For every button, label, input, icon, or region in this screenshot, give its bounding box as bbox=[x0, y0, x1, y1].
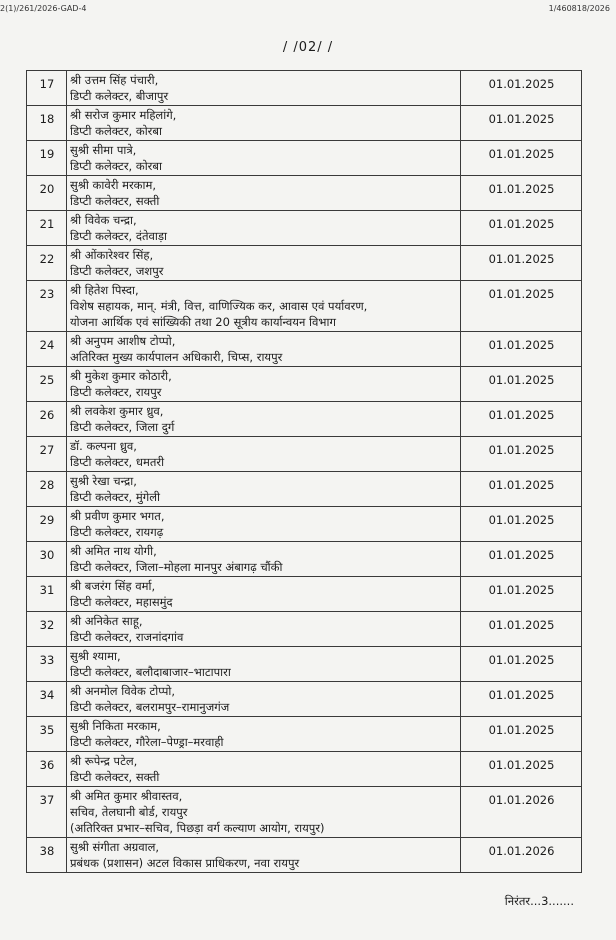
effective-date: 01.01.2025 bbox=[461, 542, 582, 577]
officer-name-designation bbox=[67, 577, 461, 612]
table-row bbox=[27, 176, 582, 211]
officer-line: श्री अमित नाथ योगी, bbox=[70, 544, 157, 558]
table-row bbox=[27, 507, 582, 542]
officer-name-designation bbox=[67, 281, 461, 332]
officer-line: डिप्टी कलेक्टर, गौरेला–पेण्ड्रा–मरवाही bbox=[70, 735, 224, 749]
officer-line: डॉ. कल्पना ध्रुव, bbox=[70, 439, 137, 453]
serial-number: 34 bbox=[27, 682, 67, 717]
officer-line: डिप्टी कलेक्टर, मुंगेली bbox=[70, 490, 160, 504]
officer-name-designation bbox=[67, 507, 461, 542]
officer-line: डिप्टी कलेक्टर, जशपुर bbox=[70, 264, 164, 278]
serial-number: 30 bbox=[27, 542, 67, 577]
effective-date: 01.01.2025 bbox=[461, 71, 582, 106]
officer-line: डिप्टी कलेक्टर, रायपुर bbox=[70, 385, 162, 399]
officer-line: श्री लवकेश कुमार ध्रुव, bbox=[70, 404, 164, 418]
serial-number: 35 bbox=[27, 717, 67, 752]
officer-name-designation bbox=[67, 752, 461, 787]
officer-line: डिप्टी कलेक्टर, कोरबा bbox=[70, 124, 162, 138]
officer-line: सुश्री निकिता मरकाम, bbox=[70, 719, 161, 733]
table-row bbox=[27, 332, 582, 367]
officer-line: श्री अनमोल विवेक टोप्पो, bbox=[70, 684, 175, 698]
serial-number: 38 bbox=[27, 838, 67, 873]
officer-line: सुश्री रेखा चन्द्रा, bbox=[70, 474, 137, 488]
officer-line: सुश्री श्यामा, bbox=[70, 649, 121, 663]
effective-date: 01.01.2025 bbox=[461, 437, 582, 472]
officer-name-designation bbox=[67, 717, 461, 752]
officer-line: प्रबंधक (प्रशासन) अटल विकास प्राधिकरण, नवा रायपुर bbox=[70, 856, 300, 870]
document-reference-left: 2(1)/261/2026-GAD-4 bbox=[0, 4, 87, 13]
officer-line: डिप्टी कलेक्टर, जिला–मोहला मानपुर अंबागढ़ चौंकी bbox=[70, 560, 283, 574]
officer-line: डिप्टी कलेक्टर, राजनांदगांव bbox=[70, 630, 184, 644]
table-row bbox=[27, 577, 582, 612]
officer-line: श्री उत्तम सिंह पंचारी, bbox=[70, 73, 159, 87]
officer-line: श्री अनिकेत साहू, bbox=[70, 614, 143, 628]
table-row bbox=[27, 682, 582, 717]
effective-date: 01.01.2025 bbox=[461, 717, 582, 752]
serial-number: 20 bbox=[27, 176, 67, 211]
effective-date: 01.01.2025 bbox=[461, 647, 582, 682]
table-row bbox=[27, 281, 582, 332]
officer-line: डिप्टी कलेक्टर, सक्ती bbox=[70, 194, 160, 208]
officer-line: श्री अमित कुमार श्रीवास्तव, bbox=[70, 789, 183, 803]
table-row bbox=[27, 838, 582, 873]
officer-line: डिप्टी कलेक्टर, बलौदाबाजार–भाटापारा bbox=[70, 665, 231, 679]
officer-line: डिप्टी कलेक्टर, दंतेवाड़ा bbox=[70, 229, 168, 243]
officer-line: विशेष सहायक, मान्. मंत्री, वित्त, वाणिज्यिक कर, आवास एवं पर्यावरण, bbox=[70, 299, 368, 313]
effective-date: 01.01.2025 bbox=[461, 402, 582, 437]
serial-number: 31 bbox=[27, 577, 67, 612]
officer-line: श्री प्रवीण कुमार भगत, bbox=[70, 509, 165, 523]
officer-name-designation bbox=[67, 246, 461, 281]
officer-line: डिप्टी कलेक्टर, महासमुंद bbox=[70, 595, 173, 609]
officer-line: डिप्टी कलेक्टर, धमतरी bbox=[70, 455, 165, 469]
serial-number: 32 bbox=[27, 612, 67, 647]
officer-line: योजना आर्थिक एवं सांख्यिकी तथा 20 सूत्रीय कार्यान्वयन विभाग bbox=[70, 315, 336, 329]
serial-number: 21 bbox=[27, 211, 67, 246]
officer-line: श्री अनुपम आशीष टोप्पो, bbox=[70, 334, 176, 348]
officer-name-designation bbox=[67, 472, 461, 507]
table-row bbox=[27, 787, 582, 838]
officer-line: डिप्टी कलेक्टर, रायगढ़ bbox=[70, 525, 164, 539]
effective-date: 01.01.2025 bbox=[461, 577, 582, 612]
continued-note: निरंतर...3....... bbox=[504, 894, 574, 908]
serial-number: 26 bbox=[27, 402, 67, 437]
table-row bbox=[27, 437, 582, 472]
table-row bbox=[27, 106, 582, 141]
officer-name-designation bbox=[67, 106, 461, 141]
table-row bbox=[27, 472, 582, 507]
officer-name-designation bbox=[67, 332, 461, 367]
table-row bbox=[27, 717, 582, 752]
officer-line: डिप्टी कलेक्टर, सक्ती bbox=[70, 770, 160, 784]
officer-line: सुश्री कावेरी मरकाम, bbox=[70, 178, 157, 192]
table-row bbox=[27, 211, 582, 246]
officer-line: अतिरिक्त मुख्य कार्यपालन अधिकारी, चिप्स, रायपुर bbox=[70, 350, 283, 364]
officer-line: श्री बजरंग सिंह वर्मा, bbox=[70, 579, 156, 593]
table-row bbox=[27, 367, 582, 402]
effective-date: 01.01.2025 bbox=[461, 332, 582, 367]
officer-name-designation bbox=[67, 176, 461, 211]
serial-number: 36 bbox=[27, 752, 67, 787]
officer-line: डिप्टी कलेक्टर, कोरबा bbox=[70, 159, 162, 173]
serial-number: 27 bbox=[27, 437, 67, 472]
officer-name-designation bbox=[67, 402, 461, 437]
officer-list-body bbox=[27, 71, 582, 873]
effective-date: 01.01.2025 bbox=[461, 141, 582, 176]
effective-date: 01.01.2025 bbox=[461, 682, 582, 717]
serial-number: 25 bbox=[27, 367, 67, 402]
effective-date: 01.01.2025 bbox=[461, 246, 582, 281]
effective-date: 01.01.2025 bbox=[461, 176, 582, 211]
officer-name-designation bbox=[67, 211, 461, 246]
serial-number: 29 bbox=[27, 507, 67, 542]
serial-number: 17 bbox=[27, 71, 67, 106]
officer-name-designation bbox=[67, 437, 461, 472]
serial-number: 37 bbox=[27, 787, 67, 838]
officer-list-table bbox=[26, 70, 582, 873]
serial-number: 28 bbox=[27, 472, 67, 507]
serial-number: 18 bbox=[27, 106, 67, 141]
page-number: / /02/ / bbox=[282, 40, 334, 55]
officer-name-designation bbox=[67, 367, 461, 402]
officer-line: डिप्टी कलेक्टर, जिला दुर्ग bbox=[70, 420, 175, 434]
table-row bbox=[27, 402, 582, 437]
officer-line: श्री मुकेश कुमार कोठारी, bbox=[70, 369, 172, 383]
effective-date: 01.01.2025 bbox=[461, 281, 582, 332]
table-row bbox=[27, 647, 582, 682]
officer-line: सुश्री संगीता अग्रवाल, bbox=[70, 840, 160, 854]
serial-number: 33 bbox=[27, 647, 67, 682]
table-row bbox=[27, 612, 582, 647]
table-row bbox=[27, 752, 582, 787]
officer-name-designation bbox=[67, 612, 461, 647]
serial-number: 24 bbox=[27, 332, 67, 367]
effective-date: 01.01.2025 bbox=[461, 211, 582, 246]
officer-line: डिप्टी कलेक्टर, बीजापुर bbox=[70, 89, 169, 103]
officer-line: श्री विवेक चन्द्रा, bbox=[70, 213, 137, 227]
table-row bbox=[27, 141, 582, 176]
effective-date: 01.01.2025 bbox=[461, 106, 582, 141]
officer-name-designation bbox=[67, 682, 461, 717]
table-row bbox=[27, 246, 582, 281]
officer-name-designation bbox=[67, 787, 461, 838]
effective-date: 01.01.2025 bbox=[461, 367, 582, 402]
serial-number: 19 bbox=[27, 141, 67, 176]
effective-date: 01.01.2025 bbox=[461, 507, 582, 542]
officer-line: श्री सरोज कुमार महिलांगे, bbox=[70, 108, 177, 122]
document-reference-right: 1/460818/2026 bbox=[548, 4, 610, 13]
officer-name-designation bbox=[67, 71, 461, 106]
table-row bbox=[27, 542, 582, 577]
officer-name-designation bbox=[67, 647, 461, 682]
effective-date: 01.01.2026 bbox=[461, 838, 582, 873]
officer-line: (अतिरिक्त प्रभार–सचिव, पिछड़ा वर्ग कल्याण आयोग, रायपुर) bbox=[70, 821, 325, 835]
table-row bbox=[27, 71, 582, 106]
officer-name-designation bbox=[67, 838, 461, 873]
officer-line: श्री रूपेन्द्र पटेल, bbox=[70, 754, 138, 768]
effective-date: 01.01.2025 bbox=[461, 472, 582, 507]
effective-date: 01.01.2025 bbox=[461, 752, 582, 787]
officer-line: सचिव, तेलघानी बोर्ड, रायपुर bbox=[70, 805, 188, 819]
officer-name-designation bbox=[67, 542, 461, 577]
serial-number: 22 bbox=[27, 246, 67, 281]
officer-line: श्री ओंकारेश्वर सिंह, bbox=[70, 248, 154, 262]
effective-date: 01.01.2025 bbox=[461, 612, 582, 647]
officer-line: डिप्टी कलेक्टर, बलरामपुर–रामानुजगंज bbox=[70, 700, 230, 714]
serial-number: 23 bbox=[27, 281, 67, 332]
officer-line: सुश्री सीमा पात्रे, bbox=[70, 143, 137, 157]
officer-name-designation bbox=[67, 141, 461, 176]
officer-line: श्री हितेश पिस्दा, bbox=[70, 283, 139, 297]
effective-date: 01.01.2026 bbox=[461, 787, 582, 838]
